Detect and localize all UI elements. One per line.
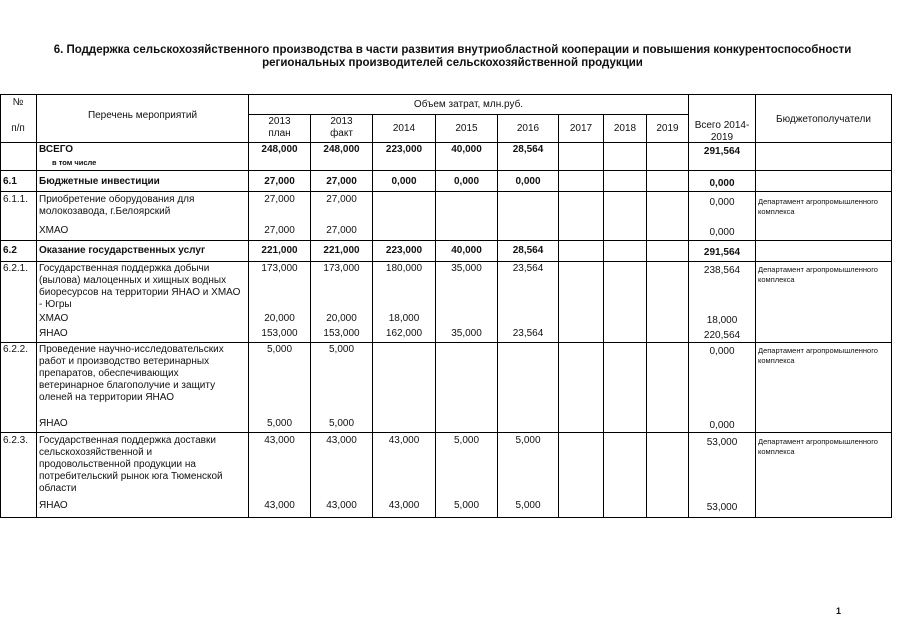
row-6-2-1-2014: 180,000 <box>385 263 423 274</box>
row-6-1-1-hmao-sum: 0,000 <box>709 227 735 238</box>
title-line-1: 6. Поддержка сельскохозяйственного производства в части развития внутриобластной кооперации и повышения конкурентоспособности <box>53 44 852 56</box>
row-6-2-fact: 221,000 <box>323 245 360 256</box>
header-2016: 2016 <box>516 123 540 134</box>
row-6-1-sum: 0,000 <box>709 178 735 189</box>
row-6-2-1-fact: 173,000 <box>323 263 360 274</box>
row-6-2-2-sum: 0,000 <box>709 346 735 357</box>
row-6-2-1-2016: 23,564 <box>512 263 544 274</box>
row-6-2-1-yanao-2014: 162,000 <box>385 328 423 339</box>
row-6-2-1-yanao-plan: 153,000 <box>261 328 298 339</box>
row-6-2-3-plan: 43,000 <box>264 435 295 446</box>
row-6-1-1-plan: 27,000 <box>264 194 295 205</box>
row-6-2-3-yanao-2014: 43,000 <box>388 500 420 511</box>
row-6-2-1-2015: 35,000 <box>451 263 482 274</box>
row-6-2-2016: 28,564 <box>512 245 544 256</box>
row-6-1-plan: 27,000 <box>264 176 295 187</box>
page-number: 1 <box>836 606 842 616</box>
header-total-line2: 2019 <box>710 132 734 143</box>
row-6-2-1-hmao-label: ХМАО <box>39 313 69 324</box>
row-6-2-1-name: Государственная поддержка добычи (вылова) малоценных и хищных водных биоресурсов на территории ЯНАО и ХМАО - Югры <box>39 263 241 310</box>
total-2013-plan: 248,000 <box>261 144 298 155</box>
row-6-2-2-plan: 5,000 <box>266 344 293 355</box>
row-6-2-1-hmao-fact: 20,000 <box>326 313 357 324</box>
row-6-2-2-yanao-sum: 0,000 <box>709 420 735 431</box>
row-6-2-3-2015: 5,000 <box>453 435 480 446</box>
header-num: № <box>12 97 24 108</box>
row-6-1-1-num: 6.1.1. <box>3 194 29 205</box>
row-6-2-3-sum: 53,000 <box>706 437 738 448</box>
row-6-1-name: Бюджетные инвестиции <box>39 176 160 187</box>
total-2015: 40,000 <box>451 144 482 155</box>
row-6-1-2015: 0,000 <box>453 176 480 187</box>
row-6-2-1-yanao-2015: 35,000 <box>451 328 482 339</box>
row-6-2-2-fact: 5,000 <box>328 344 355 355</box>
title-line-2: региональных производителей сельскохозяйственной продукции <box>262 57 643 69</box>
header-total-line1: Всего 2014- <box>694 120 750 131</box>
header-2014: 2014 <box>392 123 416 134</box>
row-6-1-1-name: Приобретение оборудования для молокозавода, г.Белоярский <box>39 194 195 217</box>
header-2015: 2015 <box>455 123 478 134</box>
row-6-2-1-recipient: Департамент агропромышленного комплекса <box>758 265 878 284</box>
total-sub-label: в том числе <box>52 158 97 167</box>
row-6-2-1-hmao-plan: 20,000 <box>264 313 295 324</box>
row-6-2-1-hmao-sum: 18,000 <box>706 315 738 326</box>
row-6-2-2014: 223,000 <box>385 245 423 256</box>
row-6-1-1-hmao-label: ХМАО <box>39 225 69 236</box>
document-title <box>0 44 905 70</box>
row-6-1-num: 6.1 <box>3 176 17 187</box>
row-6-2-2015: 40,000 <box>451 245 482 256</box>
row-6-2-plan: 221,000 <box>261 245 298 256</box>
row-6-2-2-yanao-label: ЯНАО <box>39 418 68 429</box>
row-6-2-2-num: 6.2.2. <box>3 344 29 355</box>
row-6-2-1-yanao-sum: 220,564 <box>703 330 741 341</box>
row-6-2-1-yanao-fact: 153,000 <box>323 328 360 339</box>
row-6-2-3-yanao-plan: 43,000 <box>264 500 295 511</box>
row-6-1-2016: 0,000 <box>515 176 541 187</box>
row-6-2-2-yanao-fact: 5,000 <box>328 418 355 429</box>
row-6-2-2-yanao-plan: 5,000 <box>266 418 293 429</box>
expenses-table <box>0 94 892 518</box>
row-6-2-1-num: 6.2.1. <box>3 263 29 274</box>
header-2013-fact-year: 2013 <box>330 116 353 127</box>
row-6-2-3-recipient: Департамент агропромышленного комплекса <box>758 437 878 456</box>
row-6-2-3-2016: 5,000 <box>515 435 541 446</box>
row-6-2-num: 6.2 <box>3 245 17 256</box>
header-recipients: Бюджетополучатели <box>776 114 871 125</box>
header-2013-fact-label: факт <box>330 128 353 139</box>
row-6-1-1-hmao-plan: 27,000 <box>264 225 295 236</box>
row-6-1-1-hmao-fact: 27,000 <box>326 225 357 236</box>
row-6-2-1-hmao-2014: 18,000 <box>388 313 420 324</box>
row-6-2-3-num: 6.2.3. <box>3 435 29 446</box>
row-6-2-1-sum: 238,564 <box>703 265 741 276</box>
total-label: ВСЕГО <box>39 144 74 155</box>
row-6-2-3-yanao-fact: 43,000 <box>326 500 357 511</box>
row-6-2-sum: 291,564 <box>703 247 741 258</box>
row-6-1-1-recipient: Департамент агропромышленного комплекса <box>758 197 878 216</box>
header-2018: 2018 <box>613 123 637 134</box>
header-num-pp: п/п <box>11 123 25 134</box>
row-6-2-3-yanao-label: ЯНАО <box>39 500 68 511</box>
row-6-1-fact: 27,000 <box>326 176 357 187</box>
row-6-1-1-sum: 0,000 <box>709 197 735 208</box>
header-activities: Перечень мероприятий <box>87 110 198 121</box>
total-2016: 28,564 <box>512 144 544 155</box>
row-6-2-1-yanao-label: ЯНАО <box>39 328 68 339</box>
header-2013-plan-label: план <box>268 128 291 139</box>
header-2013-plan-year: 2013 <box>268 116 291 127</box>
header-expenses: Объем затрат, млн.руб. <box>413 99 524 110</box>
row-6-2-3-2014: 43,000 <box>388 435 420 446</box>
total-sum: 291,564 <box>703 146 741 157</box>
header-2017: 2017 <box>569 123 593 134</box>
row-6-1-2014: 0,000 <box>391 176 417 187</box>
row-6-2-1-plan: 173,000 <box>261 263 298 274</box>
row-6-2-2-recipient: Департамент агропромышленного комплекса <box>758 346 878 365</box>
total-2014: 223,000 <box>385 144 423 155</box>
row-6-2-3-yanao-2015: 5,000 <box>453 500 480 511</box>
total-2013-fact: 248,000 <box>323 144 360 155</box>
row-6-2-2-name: Проведение научно-исследовательских работ и производство ветеринарных препаратов, обеспечивающих ветеринарное благополучие и защиту оленей на территории ЯНАО <box>39 344 224 403</box>
row-6-2-3-name: Государственная поддержка доставки сельскохозяйственной и продовольственной продукции на потребительский рынок юга Тюменской области <box>39 435 223 494</box>
row-6-2-3-yanao-sum: 53,000 <box>706 502 738 513</box>
row-6-2-3-yanao-2016: 5,000 <box>515 500 541 511</box>
row-6-2-name: Оказание государственных услуг <box>39 245 206 256</box>
header-2019: 2019 <box>656 123 679 134</box>
row-6-2-3-fact: 43,000 <box>326 435 357 446</box>
row-6-2-1-yanao-2016: 23,564 <box>512 328 544 339</box>
row-6-1-1-fact: 27,000 <box>326 194 357 205</box>
